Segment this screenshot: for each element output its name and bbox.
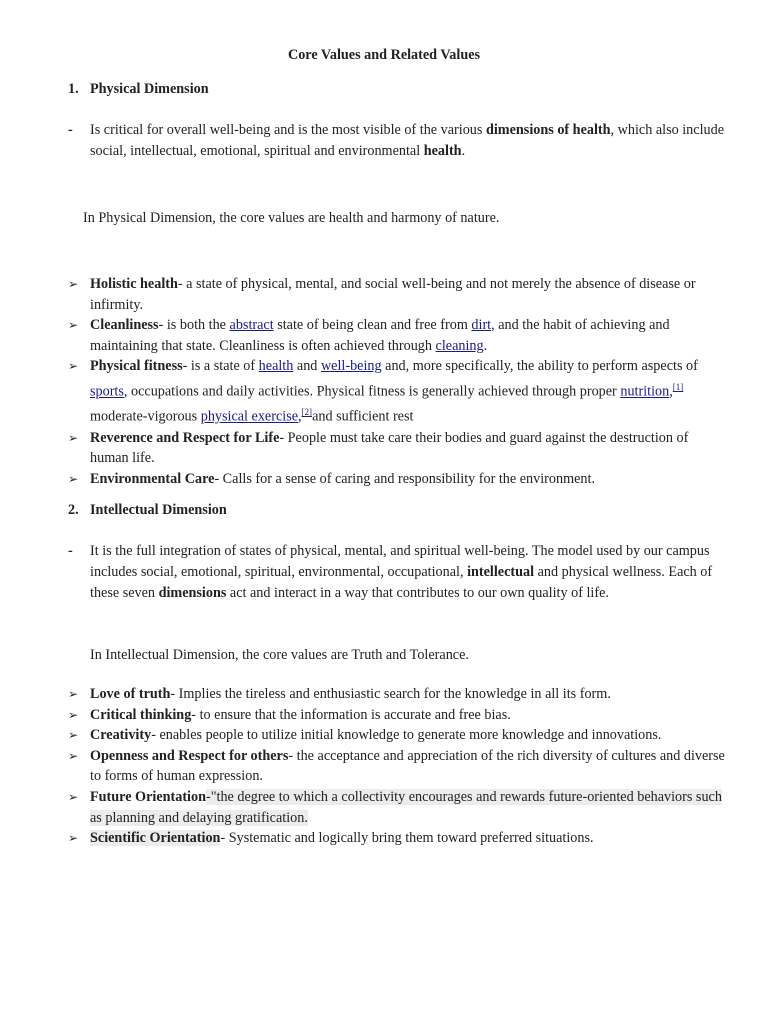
list-item: ➢ Openness and Respect for others- the acceptance and appreciation of the rich diversity of cultures and diverse to forms of human expression. [68, 747, 725, 785]
list-item: ➢ Future Orientation-"the degree to which a collectivity encourages and rewards future-oriented behaviors such as planning and delaying gratification. [68, 788, 722, 826]
paragraph-text: Is critical for overall well-being and is the most visible of the various dimensions of health, which also include social, intellectual, emotional, spiritual and environmental health. [90, 122, 725, 159]
physical-core-values: In Physical Dimension, the core values are health and harmony of nature. [83, 210, 500, 226]
arrowhead-bullet-icon: ➢ [68, 831, 79, 846]
section-title: Intellectual Dimension [90, 502, 227, 518]
section-title: Physical Dimension [90, 81, 209, 97]
link-health[interactable]: health [258, 358, 294, 375]
list-item: ➢ Creativity- enables people to utilize initial knowledge to generate more knowledge and innovations. [68, 725, 728, 746]
arrowhead-bullet-icon: ➢ [68, 707, 79, 722]
citation-link-2[interactable]: [2] [301, 407, 313, 418]
section-number: 1. [68, 81, 79, 97]
link-nutrition[interactable]: nutrition [620, 383, 670, 400]
dash-marker: - [68, 122, 73, 138]
arrowhead-bullet-icon: ➢ [68, 789, 79, 804]
link-dirt[interactable]: dirt [471, 317, 492, 334]
link-physical-exercise[interactable]: physical exercise [200, 409, 299, 426]
list-item: ➢ Environmental Care- Calls for a sense of caring and responsibility for the environment. [68, 469, 728, 490]
list-item: ➢ Love of truth- Implies the tireless and enthusiastic search for the knowledge in all its form. [68, 684, 728, 705]
list-item: ➢ Critical thinking- to ensure that the information is accurate and free bias. [68, 705, 728, 726]
physical-description [68, 120, 728, 162]
arrowhead-bullet-icon: ➢ [68, 430, 79, 445]
list-item: ➢ Scientific Orientation- Systematic and logically bring them toward preferred situations. [68, 828, 728, 849]
intellectual-core-values: In Intellectual Dimension, the core values are Truth and Tolerance. [90, 647, 469, 663]
arrowhead-bullet-icon: ➢ [68, 318, 79, 333]
list-item: ➢ Physical fitness- is a state of health and well-being and, more specifically, the ability to perform aspects of sports, occupations and daily activities. Physical fitness is generally achieved through proper nutrition,[1] moderate-vigorous physical exercise,[2]and sufficient rest [68, 358, 698, 426]
highlighted-text: -"the degree to which a collectivity encourages and rewards future-oriented behaviors such as planning and delaying gratification. [90, 788, 722, 826]
arrowhead-bullet-icon: ➢ [68, 359, 79, 374]
arrowhead-bullet-icon: ➢ [68, 728, 79, 743]
link-well-being[interactable]: well-being [320, 358, 382, 375]
dash-marker: - [68, 543, 73, 559]
intellectual-values-list [68, 684, 728, 849]
arrowhead-bullet-icon: ➢ [68, 277, 79, 291]
citation-link-1[interactable]: [1] [672, 381, 684, 392]
physical-values-list [68, 274, 728, 489]
paragraph-text: It is the full integration of states of physical, mental, and spiritual well-being. The model used by our campus includes social, emotional, spiritual, environmental, occupational, intellectual and physical wellness. Each of these seven dimensions act and interact in a way that contributes to our own quality of life. [90, 543, 713, 601]
list-item: ➢ Reverence and Respect for Life- People must take care their bodies and guard against the destruction of human life. [68, 429, 689, 467]
arrowhead-bullet-icon: ➢ [68, 471, 79, 486]
link-abstract[interactable]: abstract [229, 317, 274, 334]
link-cleaning[interactable]: cleaning [435, 337, 484, 354]
section-heading-physical [68, 81, 209, 98]
arrowhead-bullet-icon: ➢ [68, 748, 79, 763]
link-sports[interactable]: sports [90, 383, 124, 400]
list-item: ➢ Cleanliness- is both the abstract state of being clean and free from dirt, and the habit of achieving and maintaining that state. Cleanliness is often achieved through cleaning. [68, 317, 670, 354]
section-number: 2. [68, 502, 79, 518]
page-title: Core Values and Related Values [287, 47, 481, 63]
highlighted-term: Scientific Orientation [90, 830, 221, 847]
intellectual-description [68, 541, 728, 604]
arrowhead-bullet-icon: ➢ [68, 687, 79, 701]
list-item: ➢ Holistic health- a state of physical, mental, and social well-being and not merely the absence of disease or infirmity. [68, 276, 696, 313]
section-heading-intellectual [68, 502, 227, 519]
